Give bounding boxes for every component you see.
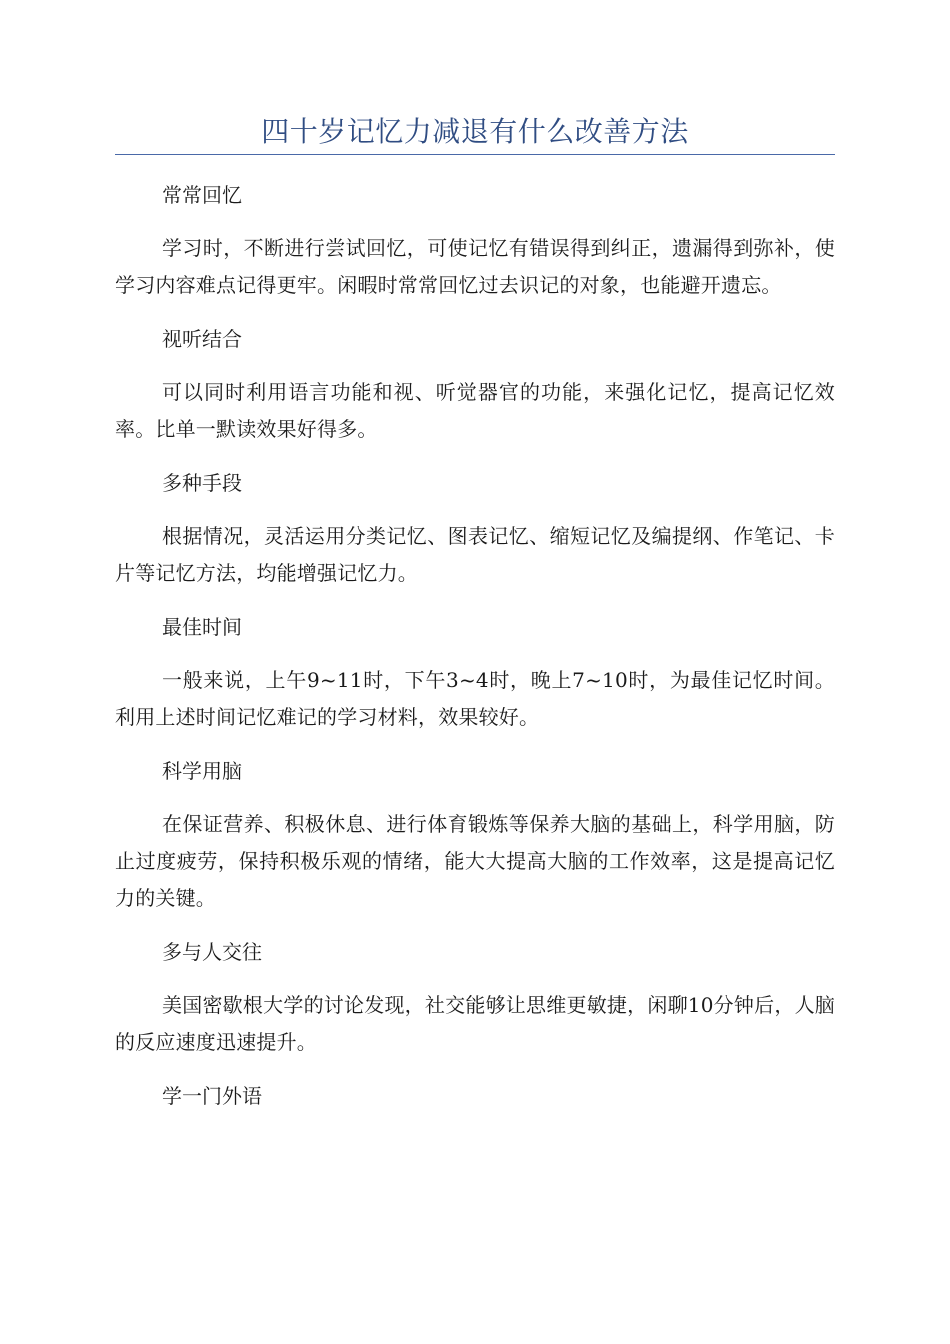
section-paragraph: 学习时，不断进行尝试回忆，可使记忆有错误得到纠正，遗漏得到弥补，使学习内容难点记得更牢。闲暇时常常回忆过去识记的对象，也能避开遗忘。 bbox=[115, 236, 835, 297]
section-paragraph: 一般来说，上午9~11时，下午3~4时，晚上7~10时，为最佳记忆时间。利用上述时间记忆难记的学习材料，效果较好。 bbox=[115, 668, 835, 729]
document-page bbox=[115, 112, 835, 1113]
document-title: 四十岁记忆力减退有什么改善方法 bbox=[115, 112, 835, 155]
section-paragraph: 根据情况，灵活运用分类记忆、图表记忆、缩短记忆及编提纲、作笔记、卡片等记忆方法，均能增强记忆力。 bbox=[115, 524, 835, 585]
section-heading: 学一门外语 bbox=[162, 1084, 262, 1108]
section-heading: 常常回忆 bbox=[162, 183, 242, 207]
section-heading: 多与人交往 bbox=[162, 940, 262, 964]
document-body bbox=[115, 178, 835, 1113]
section-paragraph: 美国密歇根大学的讨论发现，社交能够让思维更敏捷，闲聊10分钟后，人脑的反应速度迅速提升。 bbox=[115, 993, 835, 1054]
section-paragraph: 在保证营养、积极休息、进行体育锻炼等保养大脑的基础上，科学用脑，防止过度疲劳，保持积极乐观的情绪，能大大提高大脑的工作效率，这是提高记忆力的关键。 bbox=[115, 812, 835, 910]
section-heading: 科学用脑 bbox=[162, 759, 242, 783]
section-heading: 视听结合 bbox=[162, 327, 242, 351]
section-paragraph: 可以同时利用语言功能和视、听觉器官的功能，来强化记忆，提高记忆效率。比单一默读效果好得多。 bbox=[115, 380, 835, 441]
section-heading: 多种手段 bbox=[162, 471, 242, 495]
section-heading: 最佳时间 bbox=[162, 615, 242, 639]
